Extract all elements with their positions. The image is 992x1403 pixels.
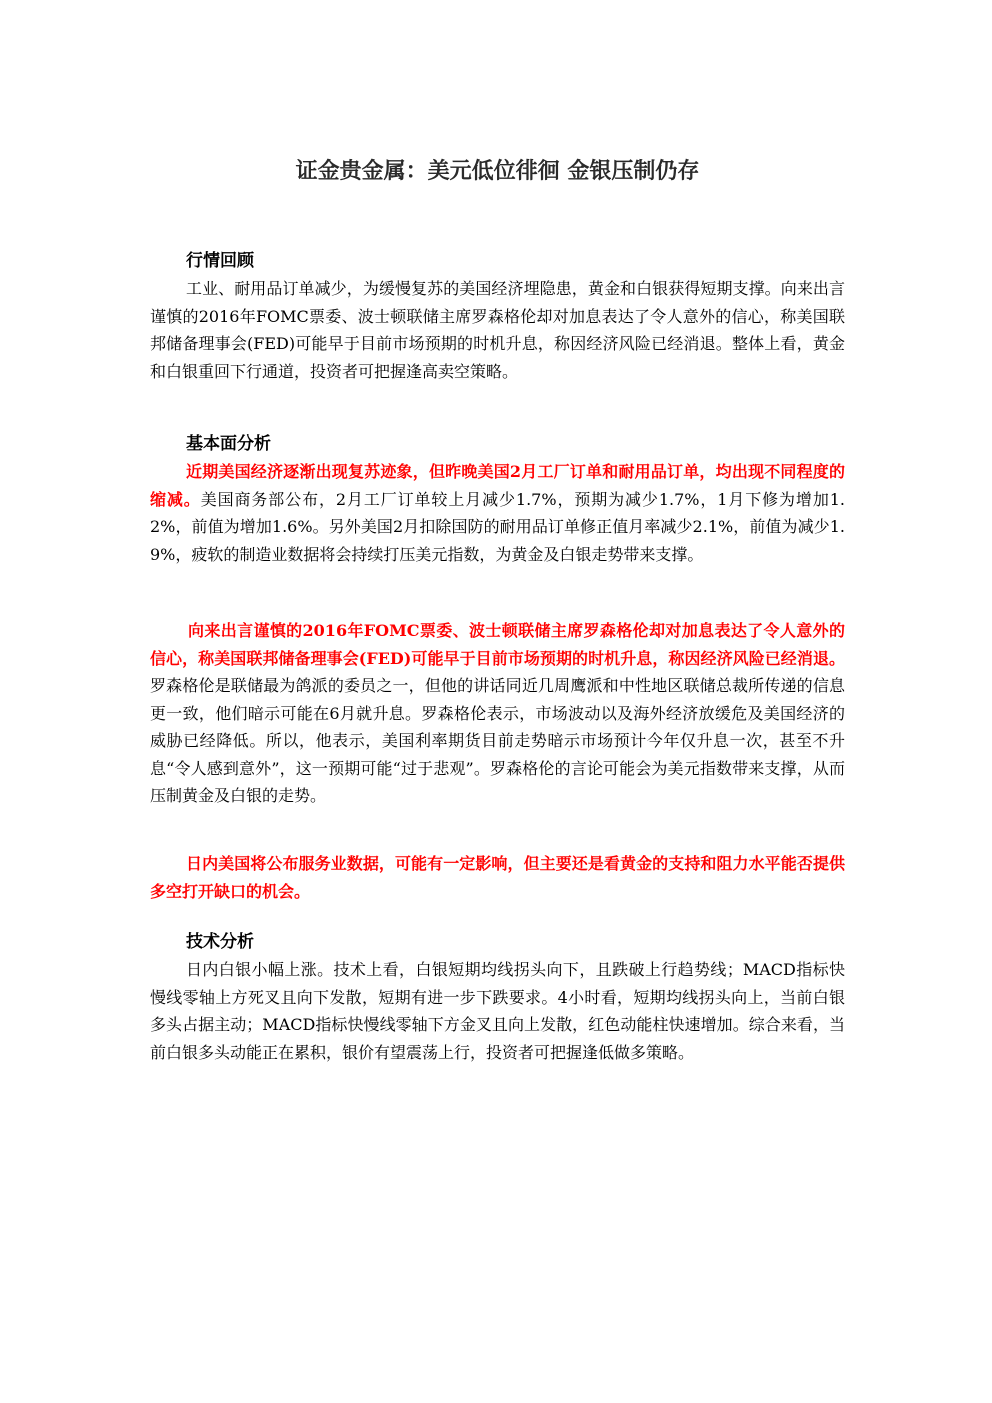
paragraph-fundamental-analysis (150, 458, 845, 568)
section-technical-analysis (150, 928, 845, 1066)
text-fundamental: 美国商务部公布，2月工厂订单较上月减少1.7%，预期为减少1.7%，1月下修为增加1.2%，前值为增加1.6%。另外美国2月扣除国防的耐用品订单修正值月率减少2.1%，前值为减少1.9%，疲软的制造业数据将会持续打压美元指数，为黄金及白银走势带来支撑。 (150, 489, 845, 564)
highlight-fed: 向来出言谨慎的2016年FOMC票委、波士顿联储主席罗森格伦却对加息表达了令人意外的信心，称美国联邦储备理事会(FED)可能早于目前市场预期的时机升息，称因经济风险已经消退。 (150, 621, 845, 668)
heading-technical-analysis: 技术分析 (186, 932, 254, 952)
section-fundamental-analysis (150, 430, 845, 568)
document-title: 证金贵金属：美元低位徘徊 金银压制仍存 (295, 159, 700, 184)
section-intraday-outlook (150, 850, 845, 905)
highlight-intraday: 日内美国将公布服务业数据，可能有一定影响，但主要还是看黄金的支持和阻力水平能否提供多空打开缺口的机会。 (150, 854, 845, 901)
document-page (150, 0, 845, 1403)
text-fed: 罗森格伦是联储最为鸽派的委员之一，但他的讲话同近几周鹰派和中性地区联储总裁所传递的信息更一致，他们暗示可能在6月就升息。罗森格伦表示，市场波动以及海外经济放缓危及美国经济的威胁已经降低。所以，他表示，美国利率期货目前走势暗示市场预计今年仅升息一次，甚至不升息“令人感到意外”，这一预期可能“过于悲观”。罗森格伦的言论可能会为美元指数带来支撑，从而压制黄金及白银的走势。 (150, 676, 845, 805)
highlight-fundamental: 近期美国经济逐渐出现复苏迹象，但昨晚美国2月工厂订单和耐用品订单，均出现不同程度的缩减。 (150, 462, 845, 509)
paragraph-technical-analysis: 日内白银小幅上涨。技术上看，白银短期均线拐头向下，且跌破上行趋势线；MACD指标快慢线零轴上方死叉且向下发散，短期有进一步下跌要求。4小时看，短期均线拐头向上，当前白银多头占据主动；MACD指标快慢线零轴下方金叉且向上发散，红色动能柱快速增加。综合来看，当前白银多头动能正在累积，银价有望震荡上行，投资者可把握逢低做多策略。 (150, 960, 845, 1062)
paragraph-market-review: 工业、耐用品订单减少，为缓慢复苏的美国经济埋隐患，黄金和白银获得短期支撑。向来出言谨慎的2016年FOMC票委、波士顿联储主席罗森格伦却对加息表达了令人意外的信心，称美国联邦储备理事会(FED)可能早于目前市场预期的时机升息，称因经济风险已经消退。整体上看，黄金和白银重回下行通道，投资者可把握逢高卖空策略。 (150, 279, 845, 381)
heading-market-review: 行情回顾 (186, 251, 254, 271)
paragraph-fed-commentary (150, 617, 845, 810)
heading-fundamental-analysis: 基本面分析 (186, 434, 271, 454)
section-market-review (150, 247, 845, 385)
section-fed-commentary (150, 617, 845, 810)
paragraph-intraday-outlook (150, 850, 845, 905)
